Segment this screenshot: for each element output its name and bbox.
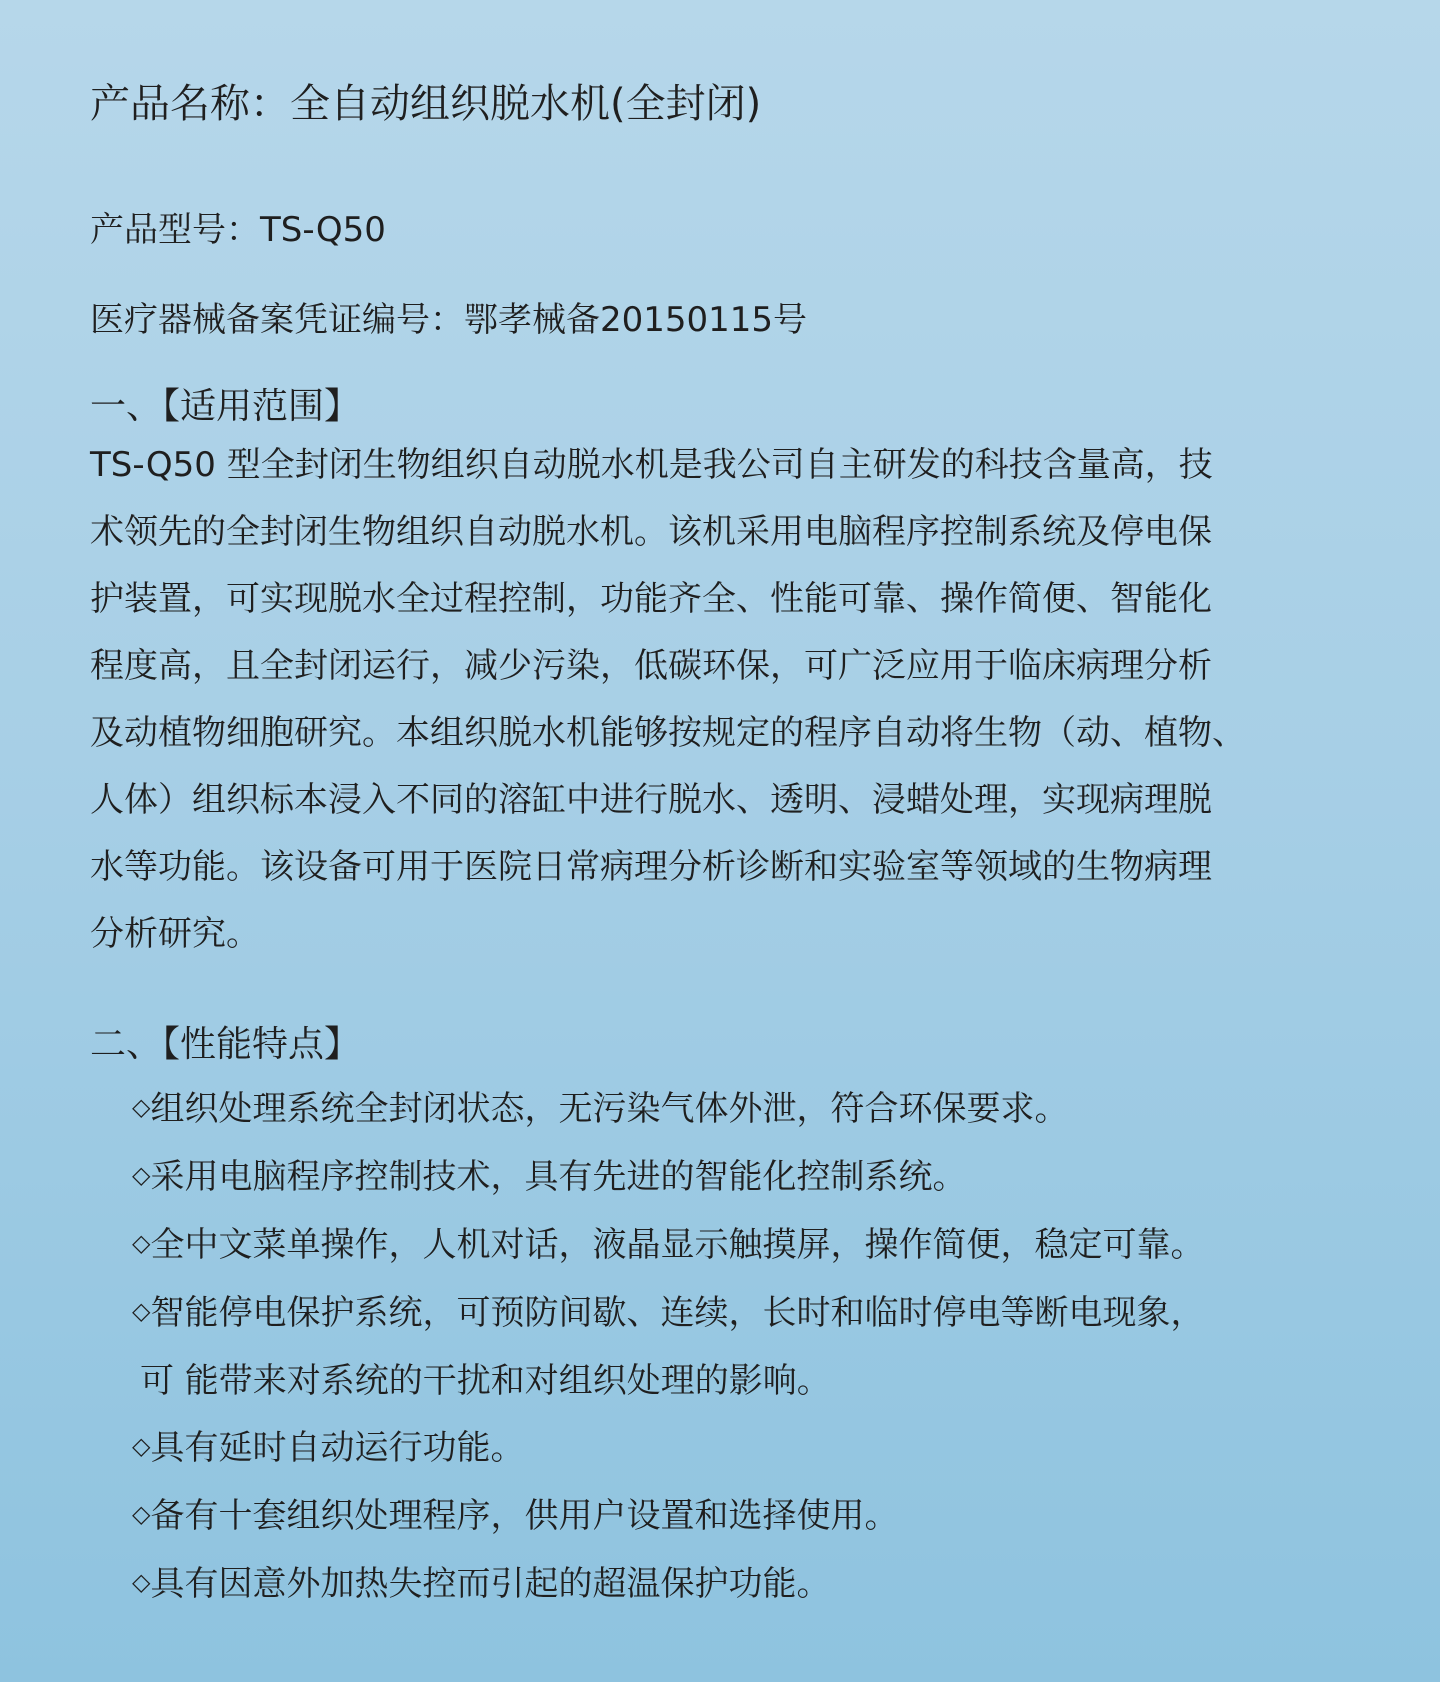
- diamond-bullet-icon: ◇: [132, 1432, 151, 1460]
- feature-item: [132, 1076, 1350, 1144]
- scope-line: 术领先的全封闭生物组织自动脱水机。该机采用电脑程序控制系统及停电保: [90, 512, 1212, 552]
- feature-text: 智能停电保护系统，可预防间歇、连续，长时和临时停电等断电现象，: [150, 1293, 1205, 1333]
- diamond-bullet-icon: ◇: [132, 1161, 151, 1189]
- feature-text: 组织处理系统全封闭状态，无污染气体外泄，符合环保要求。: [150, 1089, 1069, 1129]
- diamond-bullet-icon: ◇: [132, 1297, 151, 1325]
- diamond-bullet-icon: ◇: [132, 1229, 151, 1257]
- feature-item: [132, 1483, 1350, 1551]
- feature-continuation: [132, 1348, 1350, 1415]
- scope-line: 及动植物细胞研究。本组织脱水机能够按规定的程序自动将生物（动、植物、: [90, 713, 1246, 753]
- feature-continuation-text: 可 能带来对系统的干扰和对组织处理的影响。: [140, 1361, 831, 1401]
- scope-line: 水等功能。该设备可用于医院日常病理分析诊断和实验室等领域的生物病理: [90, 847, 1212, 887]
- feature-item: [132, 1551, 1350, 1619]
- scope-line: TS-Q50 型全封闭生物组织自动脱水机是我公司自主研发的科技含量高，技: [90, 445, 1213, 485]
- scope-line: 护装置，可实现脱水全过程控制，功能齐全、性能可靠、操作简便、智能化: [90, 579, 1212, 619]
- feature-item: [132, 1415, 1350, 1483]
- product-name: 产品名称：全自动组织脱水机(全封闭): [90, 81, 762, 127]
- scope-line: 分析研究。: [90, 914, 260, 954]
- section-scope-body: [90, 432, 1350, 968]
- feature-text: 具有因意外加热失控而引起的超温保护功能。: [150, 1564, 831, 1604]
- feature-item: [132, 1280, 1350, 1348]
- registration-number: 医疗器械备案凭证编号：鄂孝械备20150115号: [90, 300, 808, 340]
- feature-text: 具有延时自动运行功能。: [150, 1428, 525, 1468]
- diamond-bullet-icon: ◇: [132, 1093, 151, 1121]
- feature-text: 采用电脑程序控制技术，具有先进的智能化控制系统。: [150, 1157, 967, 1197]
- diamond-bullet-icon: ◇: [132, 1500, 151, 1528]
- section-features-heading: 二、【性能特点】: [90, 1024, 361, 1065]
- feature-item: [132, 1144, 1350, 1212]
- feature-text: 全中文菜单操作，人机对话，液晶显示触摸屏，操作简便，稳定可靠。: [150, 1225, 1205, 1265]
- product-model: 产品型号：TS-Q50: [90, 210, 386, 250]
- features-list: [90, 1076, 1350, 1619]
- feature-item: [132, 1212, 1350, 1280]
- scope-line: 人体）组织标本浸入不同的溶缸中进行脱水、透明、浸蜡处理，实现病理脱: [90, 780, 1212, 820]
- scope-line: 程度高，且全封闭运行，减少污染，低碳环保，可广泛应用于临床病理分析: [90, 646, 1212, 686]
- diamond-bullet-icon: ◇: [132, 1568, 151, 1596]
- feature-text: 备有十套组织处理程序，供用户设置和选择使用。: [150, 1496, 899, 1536]
- section-scope-heading: 一、【适用范围】: [90, 386, 361, 427]
